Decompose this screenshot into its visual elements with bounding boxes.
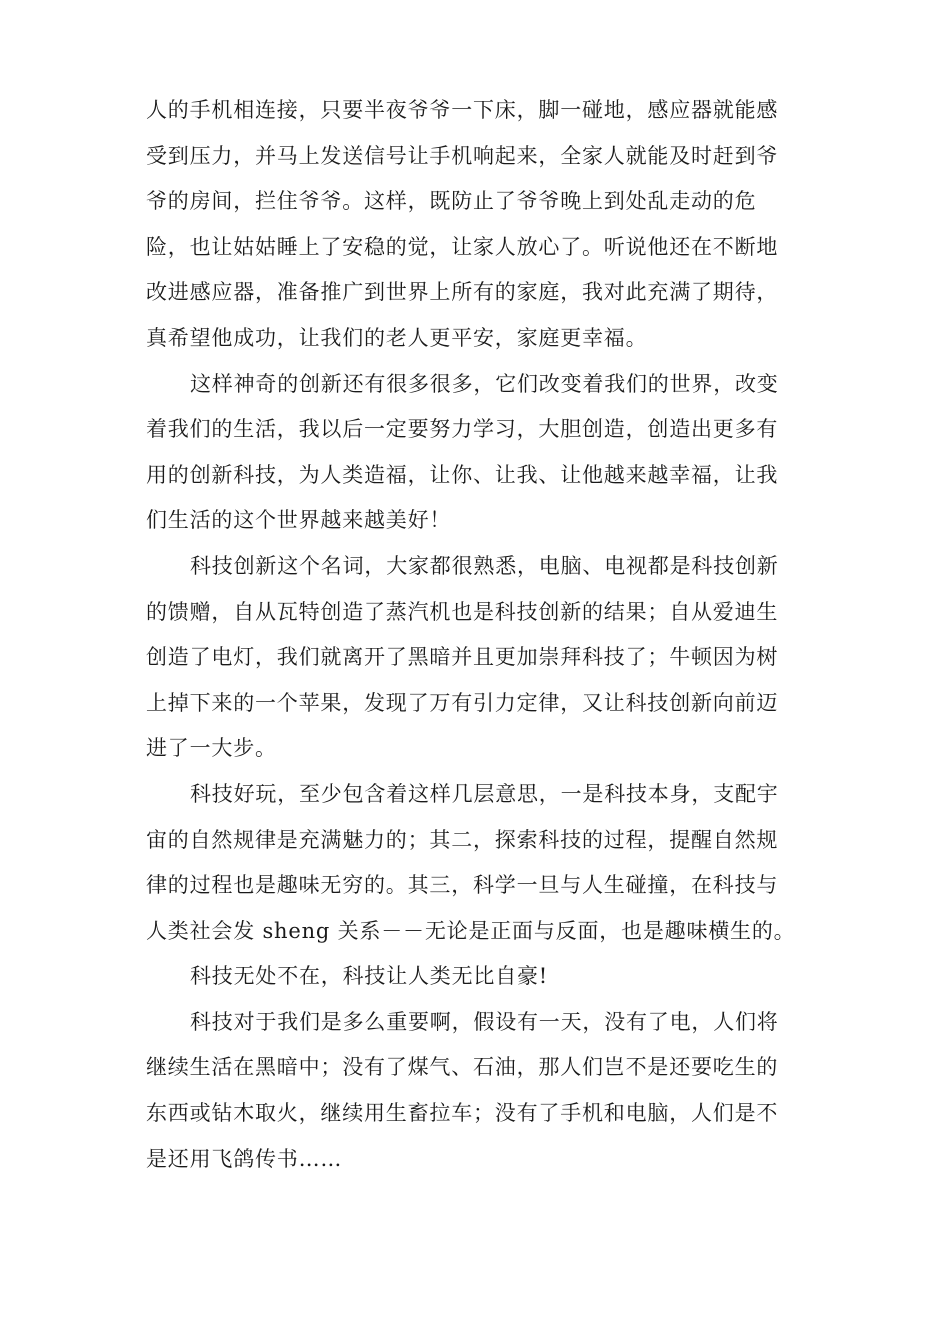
text-line: 险，也让姑姑睡上了安稳的觉，让家人放心了。听说他还在不断地 xyxy=(146,234,779,259)
text-line: 们生活的这个世界越来越美好！ xyxy=(146,508,452,533)
text-line: 真希望他成功，让我们的老人更平安，家庭更幸福。 xyxy=(146,325,648,350)
text-line: 东西或钻木取火，继续用生畜拉车；没有了手机和电脑，人们是不 xyxy=(146,1101,779,1126)
text-line: 着我们的生活，我以后一定要努力学习，大胆创造，创造出更多有 xyxy=(146,417,779,442)
text-line: 用的创新科技，为人类造福，让你、让我、让他越来越幸福，让我 xyxy=(146,462,779,487)
text-line: 继续生活在黑暗中；没有了煤气、石油，那人们岂不是还要吃生的 xyxy=(146,1055,779,1080)
text-line: 宙的自然规律是充满魅力的；其二，探索科技的过程，提醒自然规 xyxy=(146,827,779,852)
text-line: 爷的房间，拦住爷爷。这样，既防止了爷爷晚上到处乱走动的危 xyxy=(146,189,757,214)
document-body xyxy=(146,88,806,1182)
paragraph-start-line: 科技对于我们是多么重要啊，假设有一天，没有了电，人们将 xyxy=(190,1009,779,1034)
text-line: 的馈赠，自从瓦特创造了蒸汽机也是科技创新的结果；自从爱迪生 xyxy=(146,599,779,624)
text-line: 上掉下来的一个苹果，发现了万有引力定律，又让科技创新向前迈 xyxy=(146,690,779,715)
paragraph-start-line: 科技好玩，至少包含着这样几层意思，一是科技本身，支配宇 xyxy=(190,781,779,806)
text-line: 人的手机相连接，只要半夜爷爷一下床，脚一碰地，感应器就能感 xyxy=(146,98,779,122)
text-line: 受到压力，并马上发送信号让手机响起来，全家人就能及时赶到爷 xyxy=(146,143,779,168)
paragraph-start-line: 这样神奇的创新还有很多很多，它们改变着我们的世界，改变 xyxy=(190,371,779,396)
text-line: 人类社会发 sheng 关系－－无论是正面与反面，也是趣味横生的。 xyxy=(146,918,796,943)
text-line: 进了一大步。 xyxy=(146,736,277,761)
text-line: 是还用飞鸽传书…… xyxy=(146,1146,343,1171)
text-line: 改进感应器，准备推广到世界上所有的家庭，我对此充满了期待， xyxy=(146,280,779,305)
paragraph-start-line: 科技创新这个名词，大家都很熟悉，电脑、电视都是科技创新 xyxy=(190,553,779,578)
text-line: 律的过程也是趣味无穷的。其三，科学一旦与人生碰撞，在科技与 xyxy=(146,873,779,898)
paragraph-start-line: 科技无处不在，科技让人类无比自豪! xyxy=(190,964,549,989)
text-line: 创造了电灯，我们就离开了黑暗并且更加崇拜科技了；牛顿因为树 xyxy=(146,645,779,670)
